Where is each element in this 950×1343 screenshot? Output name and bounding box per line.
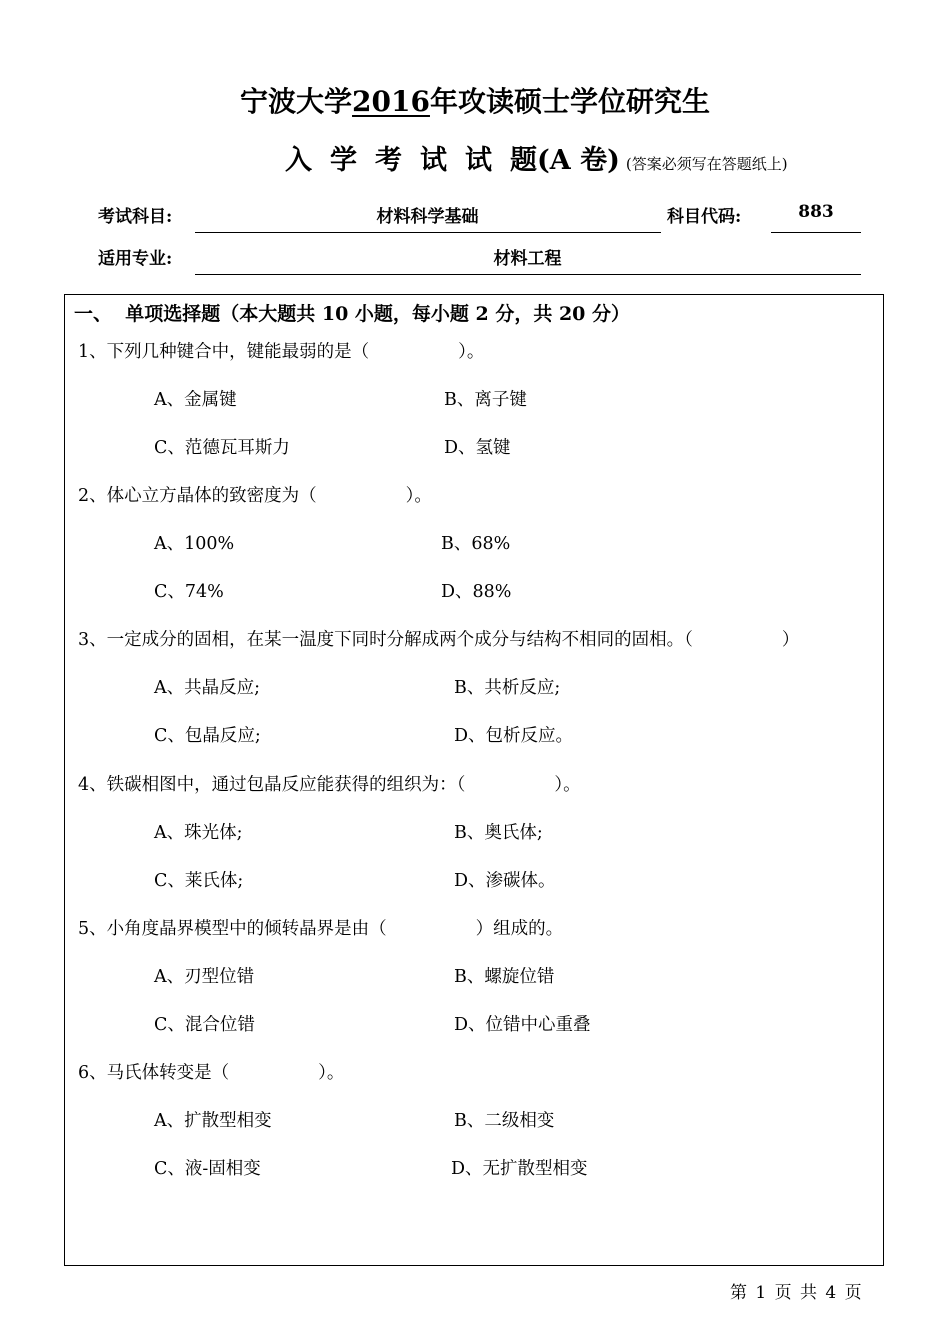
q2-option-b: B、68%: [441, 534, 511, 554]
question-3: 3、一定成分的固相，在某一温度下同时分解成两个成分与结构不相同的固相。（ ）: [78, 630, 800, 650]
subtitle-spaced: 入学考试试: [285, 145, 510, 176]
q6-option-b: B、二级相变: [454, 1111, 555, 1131]
q6-option-d: D、无扩散型相变: [451, 1159, 588, 1179]
q1-option-b: B、离子键: [444, 390, 527, 410]
code-label: 科目代码:: [667, 207, 742, 227]
major-underline: [195, 274, 861, 275]
title-year: 2016: [352, 85, 430, 118]
q4-option-c: C、莱氏体;: [154, 871, 244, 891]
q3-option-b: B、共析反应;: [454, 678, 561, 698]
exam-subtitle: [285, 138, 788, 177]
code-value: 883: [798, 202, 834, 222]
q5-option-d: D、位错中心重叠: [454, 1015, 591, 1035]
q3-option-a: A、共晶反应;: [154, 678, 261, 698]
q3-option-d: D、包析反应。: [454, 726, 574, 746]
q3-option-c: C、包晶反应;: [154, 726, 261, 746]
q6-option-a: A、扩散型相变: [154, 1111, 272, 1131]
title-prefix: 宁波大学: [240, 85, 353, 118]
question-6: 6、马氏体转变是（ ）。: [78, 1063, 345, 1083]
q1-option-a: A、金属键: [154, 390, 237, 410]
question-2: 2、体心立方晶体的致密度为（ ）。: [78, 486, 432, 506]
q5-option-c: C、混合位错: [154, 1015, 255, 1035]
exam-title: [0, 80, 950, 120]
question-5: 5、小角度晶界模型中的倾转晶界是由（ ）组成的。: [78, 919, 564, 939]
major-value: 材料工程: [493, 249, 562, 269]
major-label: 适用专业:: [98, 249, 173, 269]
q4-option-b: B、奥氏体;: [454, 823, 543, 843]
q2-option-d: D、88%: [441, 582, 512, 602]
q4-option-a: A、珠光体;: [154, 823, 243, 843]
subject-underline: [195, 232, 661, 233]
q1-option-c: C、范德瓦耳斯力: [154, 438, 290, 458]
subject-value: 材料科学基础: [376, 207, 479, 227]
q2-option-c: C、74%: [154, 582, 224, 602]
question-4: 4、铁碳相图中，通过包晶反应能获得的组织为：（ ）。: [78, 775, 581, 795]
question-1: 1、下列几种键合中，键能最弱的是（ ）。: [78, 342, 485, 362]
subtitle-end: 题: [510, 145, 537, 176]
paper-version: (A 卷): [537, 145, 620, 176]
page-number: 第 1 页 共 4 页: [730, 1283, 862, 1303]
q5-option-a: A、刃型位错: [154, 967, 255, 987]
q4-option-d: D、渗碳体。: [454, 871, 556, 891]
q1-option-d: D、氢键: [444, 438, 511, 458]
code-underline: [771, 232, 861, 233]
q6-option-c: C、液-固相变: [154, 1159, 261, 1179]
q5-option-b: B、螺旋位错: [454, 967, 555, 987]
section-title: 一、 单项选择题（本大题共 10 小题，每小题 2 分，共 20 分）: [74, 303, 631, 325]
q2-option-a: A、100%: [154, 534, 235, 554]
subject-label: 考试科目:: [98, 207, 173, 227]
title-suffix: 年攻读硕士学位研究生: [429, 85, 710, 118]
answer-note: (答案必须写在答题纸上): [625, 155, 788, 173]
